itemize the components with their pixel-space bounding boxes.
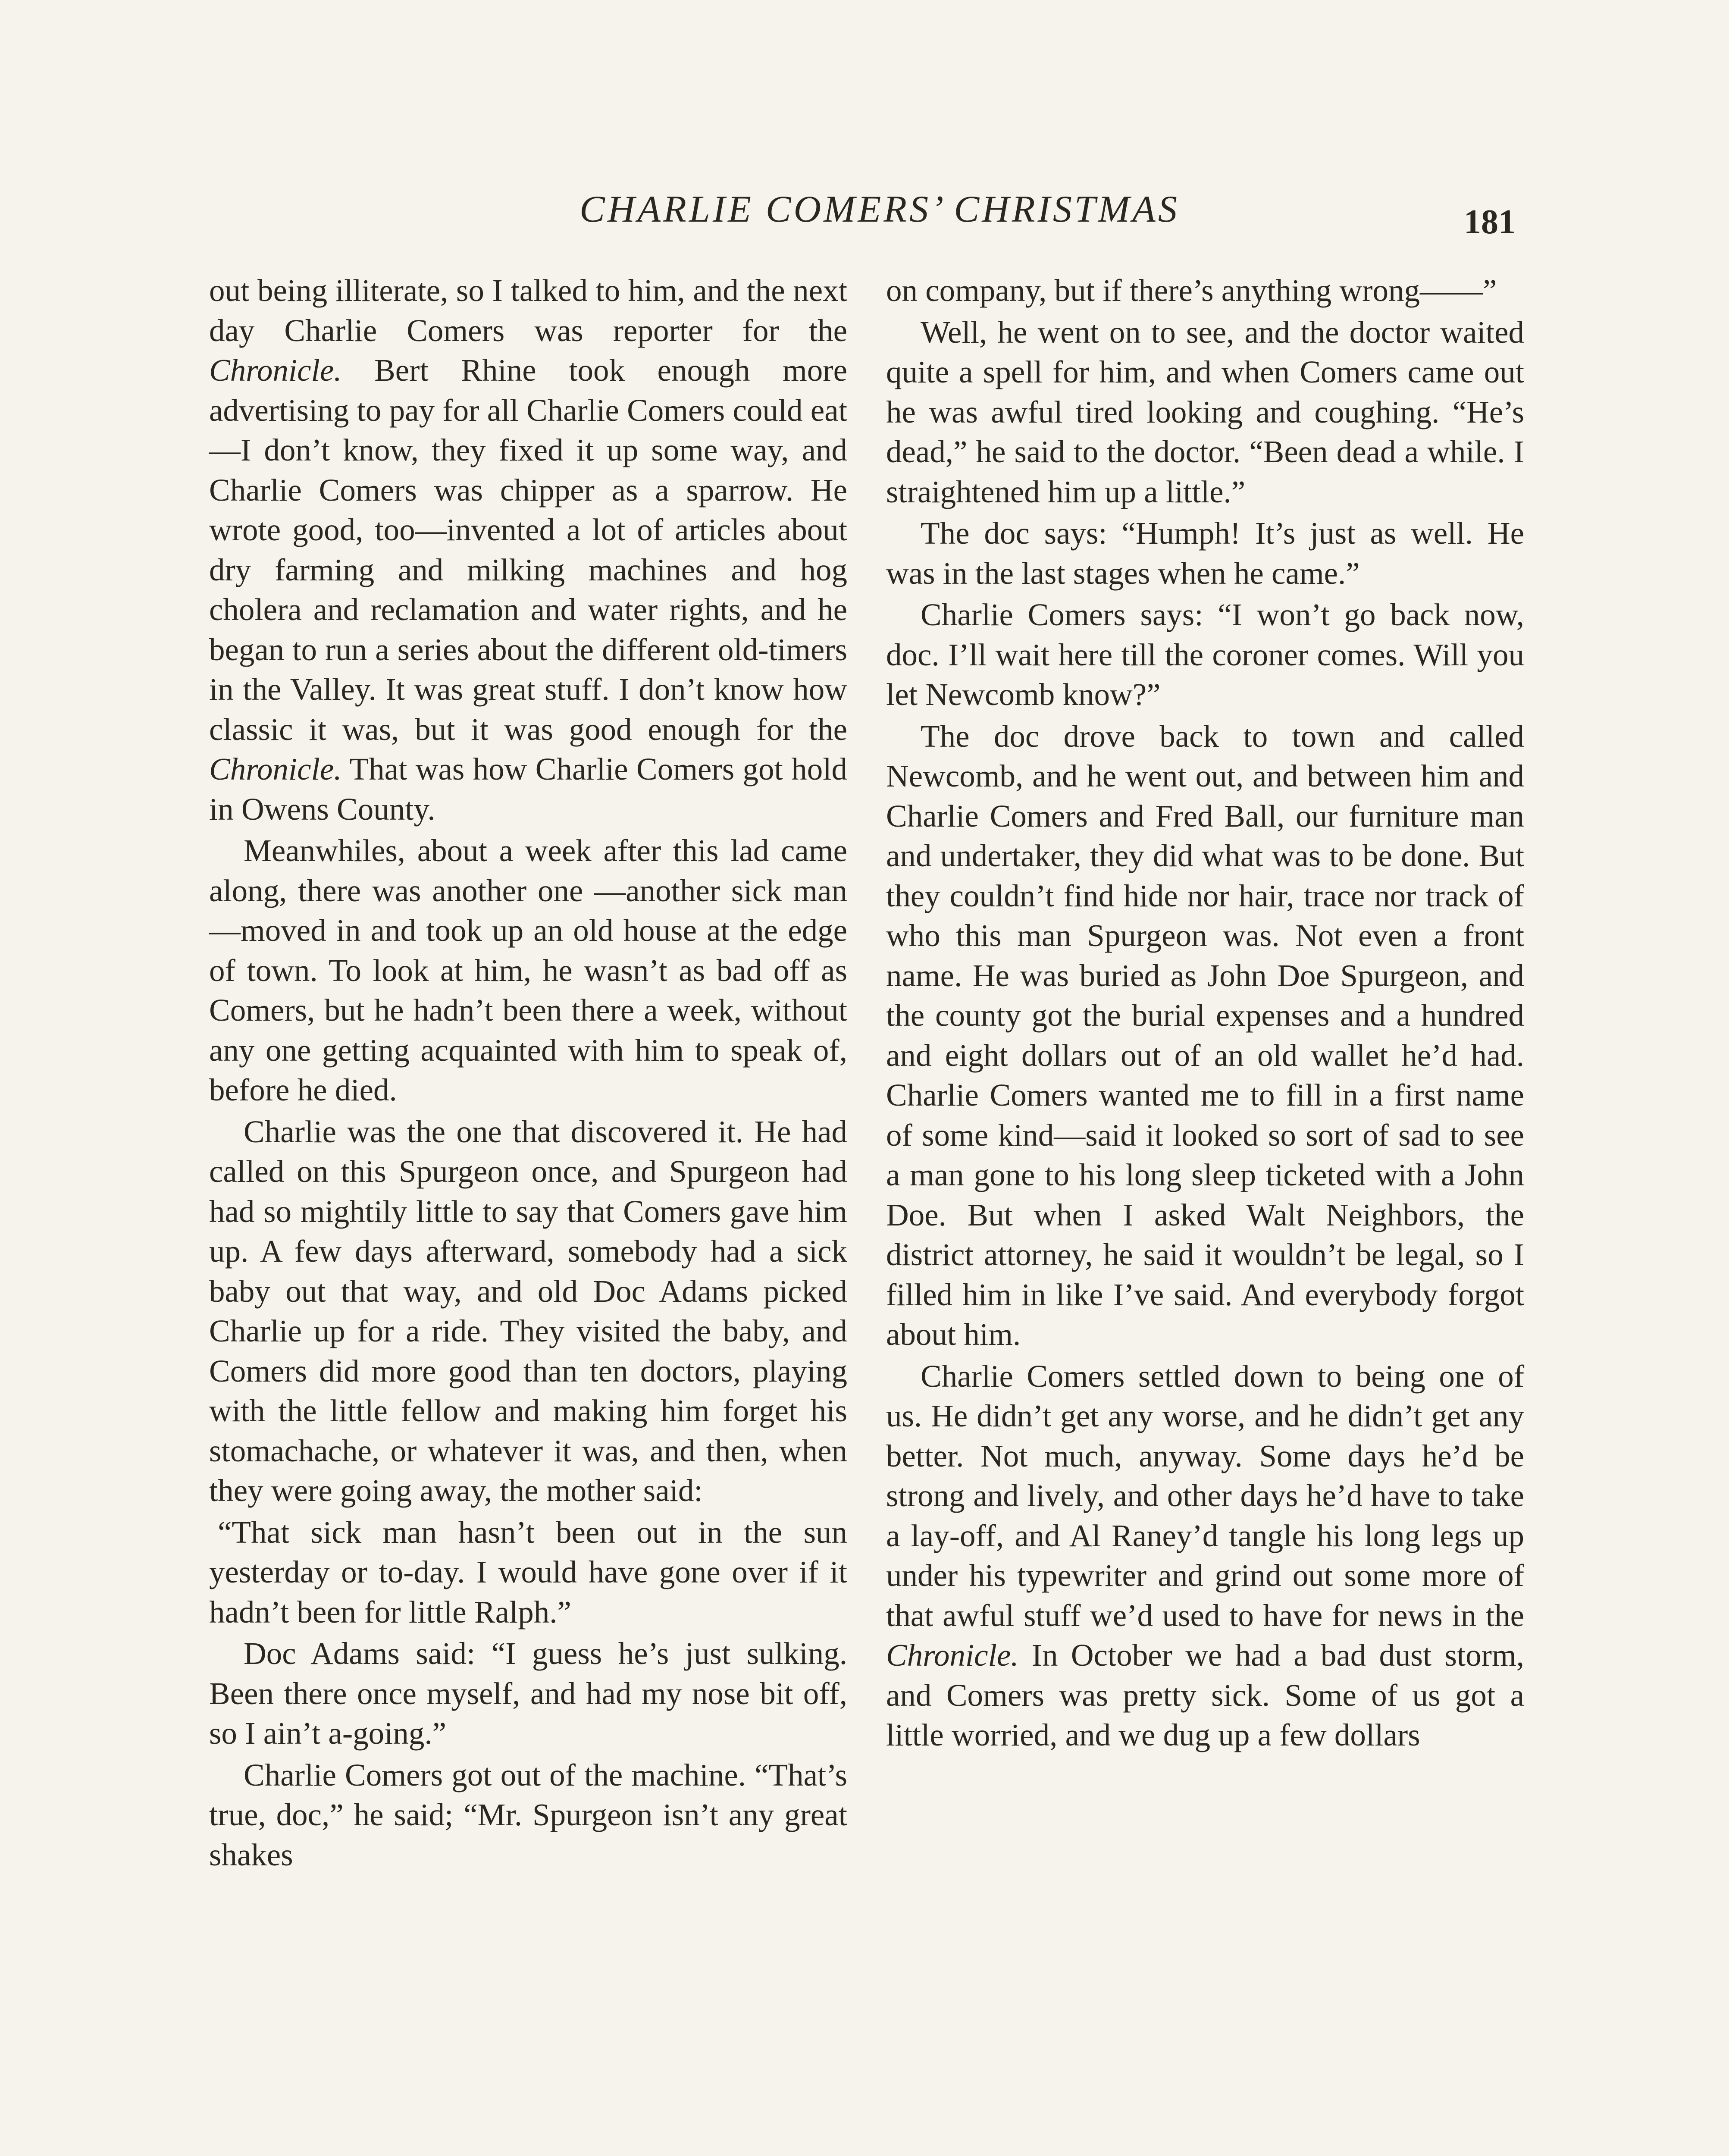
italic-title: Chronicle. [886,1638,1019,1673]
paragraph: Meanwhiles, about a week after this lad came along, there was another one —another sick man—moved in and took up an old house at the edge of town. To look at him, he wasn’t as bad off as Comers, but he hadn’t been there a week, without any one getting acquainted with him to speak of, before he died. [209,833,847,1107]
text-run: Bert Rhine took enough more advertising to pay for all Charlie Comers could eat—I don’t know, they fixed it up some way, and Charlie Comers was chipper as a sparrow. He wrote good, too—invented a lot of articles about dry farming and milking machines and hog cholera and reclamation and water rights, and he began to run a series about the different old-timers in the Valley. It was great stuff. I don’t know how classic it was, but it was good enough for the [209,353,847,747]
text-run: out being illiterate, so I talked to him, and the next day Charlie Comers was reporter for the [209,273,847,348]
paragraph: “That sick man hasn’t been out in the sun yesterday or to-day. I would have gone over if it hadn’t been for little Ralph.” [209,1514,847,1630]
right-column [886,271,1524,1757]
paragraph: Charlie Comers got out of the machine. “That’s true, doc,” he said; “Mr. Spurgeon isn’t any great shakes [209,1757,847,1872]
text-run: That was how Charlie Comers got hold in Owens County. [209,752,847,827]
paragraph [886,1357,1524,1755]
running-title: CHARLIE COMERS’ CHRISTMAS [579,188,1180,230]
paragraph: Charlie Comers says: “I won’t go back now, doc. I’ll wait here till the coroner comes. Will you let Newcomb know?” [886,597,1524,712]
italic-title: Chronicle. [209,752,342,787]
text-run: Charlie Comers settled down to being one of us. He didn’t get any worse, and he didn’t get any better. Not much, anyway. Some days he’d be strong and lively, and other days he’d have to take a lay-off, and Al Raney’d tangle his long legs up under his typewriter and grind out some more of that awful stuff we’d used to have for news in the [886,1358,1524,1633]
paragraph: The doc drove back to town and called Newcomb, and he went out, and between him and Charlie Comers and Fred Ball, our furniture man and undertaker, they did what was to be done. But they couldn’t find hide nor hair, trace nor track of who this man Spurgeon was. Not even a front name. He was buried as John Doe Spurgeon, and the county got the burial expenses and a hundred and eight dollars out of an old wallet he’d had. Charlie Comers wanted me to fill in a first name of some kind—said it looked so sort of sad to see a man gone to his long sleep ticketed with a John Doe. But when I asked Walt Neighbors, the district attorney, he said it wouldn’t be legal, so I filled him in like I’ve said. And everybody forgot about him. [886,718,1524,1352]
left-column [209,271,847,1877]
paragraph [209,271,847,829]
paragraph: The doc says: “Humph! It’s just as well. He was in the last stages when he came.” [886,516,1524,591]
paragraph: Doc Adams said: “I guess he’s just sulking. Been there once myself, and had my nose bit off, so I ain’t a-going.” [209,1636,847,1751]
paragraph: on company, but if there’s anything wrong——” [886,273,1497,308]
paragraph: Well, he went on to see, and the doctor waited quite a spell for him, and when Comers came out he was awful tired looking and coughing. “He’s dead,” he said to the doctor. “Been dead a while. I straightened him up a little.” [886,314,1524,509]
italic-title: Chronicle. [209,353,342,388]
paragraph: Charlie was the one that discovered it. He had called on this Spurgeon once, and Spurgeon had had so mightily little to say that Comers gave him up. A few days afterward, somebody had a sick baby out that way, and old Doc Adams picked Charlie up for a ride. They visited the baby, and Comers did more good than ten doctors, playing with the little fellow and making him forget his stomachache, or whatever it was, and then, when they were going away, the mother said: [209,1114,847,1508]
page-number: 181 [1464,203,1516,241]
text-run: In October we had a bad dust storm, and Comers was pretty sick. Some of us got a little worried, and we dug up a few dollars [886,1638,1524,1752]
